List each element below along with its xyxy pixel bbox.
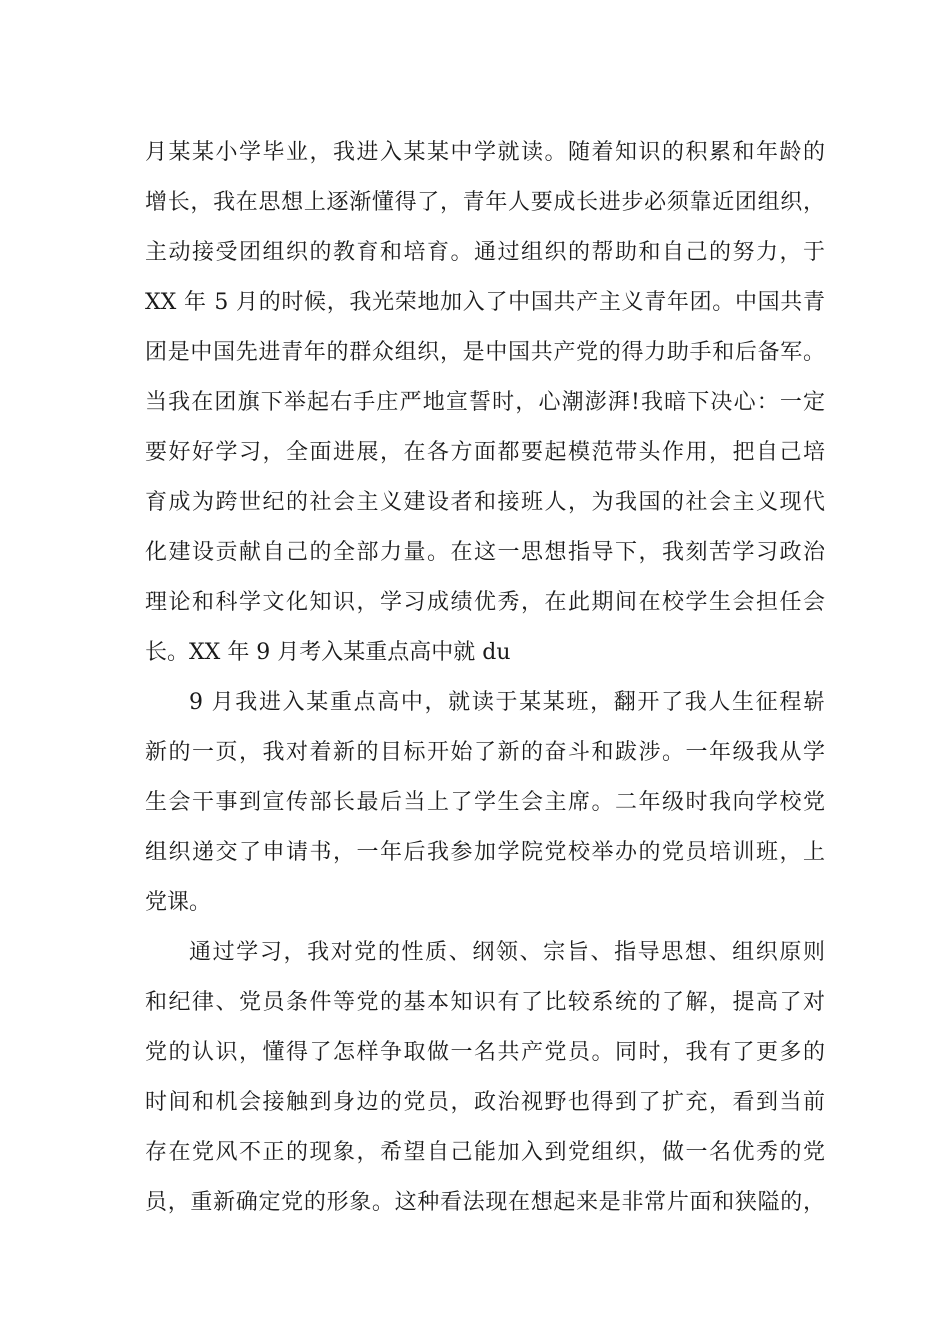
text-line: 党课。	[145, 890, 212, 915]
text-line: 要好好学习，全面进展，在各方面都要起模范带头作用，把自己培	[145, 440, 825, 465]
text-line: 和纪律、党员条件等党的基本知识有了比较系统的了解，提高了对	[145, 990, 825, 1015]
text-line: 长。XX 年 9 月考入某重点高中就 du	[145, 640, 511, 665]
text-line: 增长，我在思想上逐渐懂得了，青年人要成长进步必须靠近团组织，	[145, 190, 825, 215]
paragraph-first-line: 通过学习，我对党的性质、纲领、宗旨、指导思想、组织原则	[189, 940, 825, 965]
text-line: 化建设贡献自己的全部力量。在这一思想指导下，我刻苦学习政治	[145, 540, 825, 565]
text-line: 党的认识，懂得了怎样争取做一名共产党员。同时，我有了更多的	[145, 1040, 825, 1065]
text-line: XX 年 5 月的时候，我光荣地加入了中国共产主义青年团。中国共青	[145, 290, 825, 315]
text-line: 当我在团旗下举起右手庄严地宣誓时，心潮澎湃!我暗下决心：一定	[145, 390, 825, 415]
text-line: 理论和科学文化知识，学习成绩优秀，在此期间在校学生会担任会	[145, 590, 825, 615]
text-line: 月某某小学毕业，我进入某某中学就读。随着知识的积累和年龄的	[145, 140, 825, 165]
text-line: 主动接受团组织的教育和培育。通过组织的帮助和自己的努力，于	[145, 240, 825, 265]
text-line: 新的一页，我对着新的目标开始了新的奋斗和跋涉。一年级我从学	[145, 740, 825, 765]
text-line: 时间和机会接触到身边的党员，政治视野也得到了扩充，看到当前	[145, 1090, 825, 1115]
text-line: 团是中国先进青年的群众组织，是中国共产党的得力助手和后备军。	[145, 340, 825, 365]
text-line: 存在党风不正的现象，希望自己能加入到党组织，做一名优秀的党	[145, 1140, 825, 1165]
paragraph-first-line: 9 月我进入某重点高中，就读于某某班，翻开了我人生征程崭	[189, 690, 825, 715]
text-line: 组织递交了申请书，一年后我参加学院党校举办的党员培训班，上	[145, 840, 825, 865]
text-line: 生会干事到宣传部长最后当上了学生会主席。二年级时我向学校党	[145, 790, 825, 815]
text-line: 育成为跨世纪的社会主义建设者和接班人，为我国的社会主义现代	[145, 490, 825, 515]
text-line: 员，重新确定党的形象。这种看法现在想起来是非常片面和狭隘的，	[145, 1190, 825, 1215]
